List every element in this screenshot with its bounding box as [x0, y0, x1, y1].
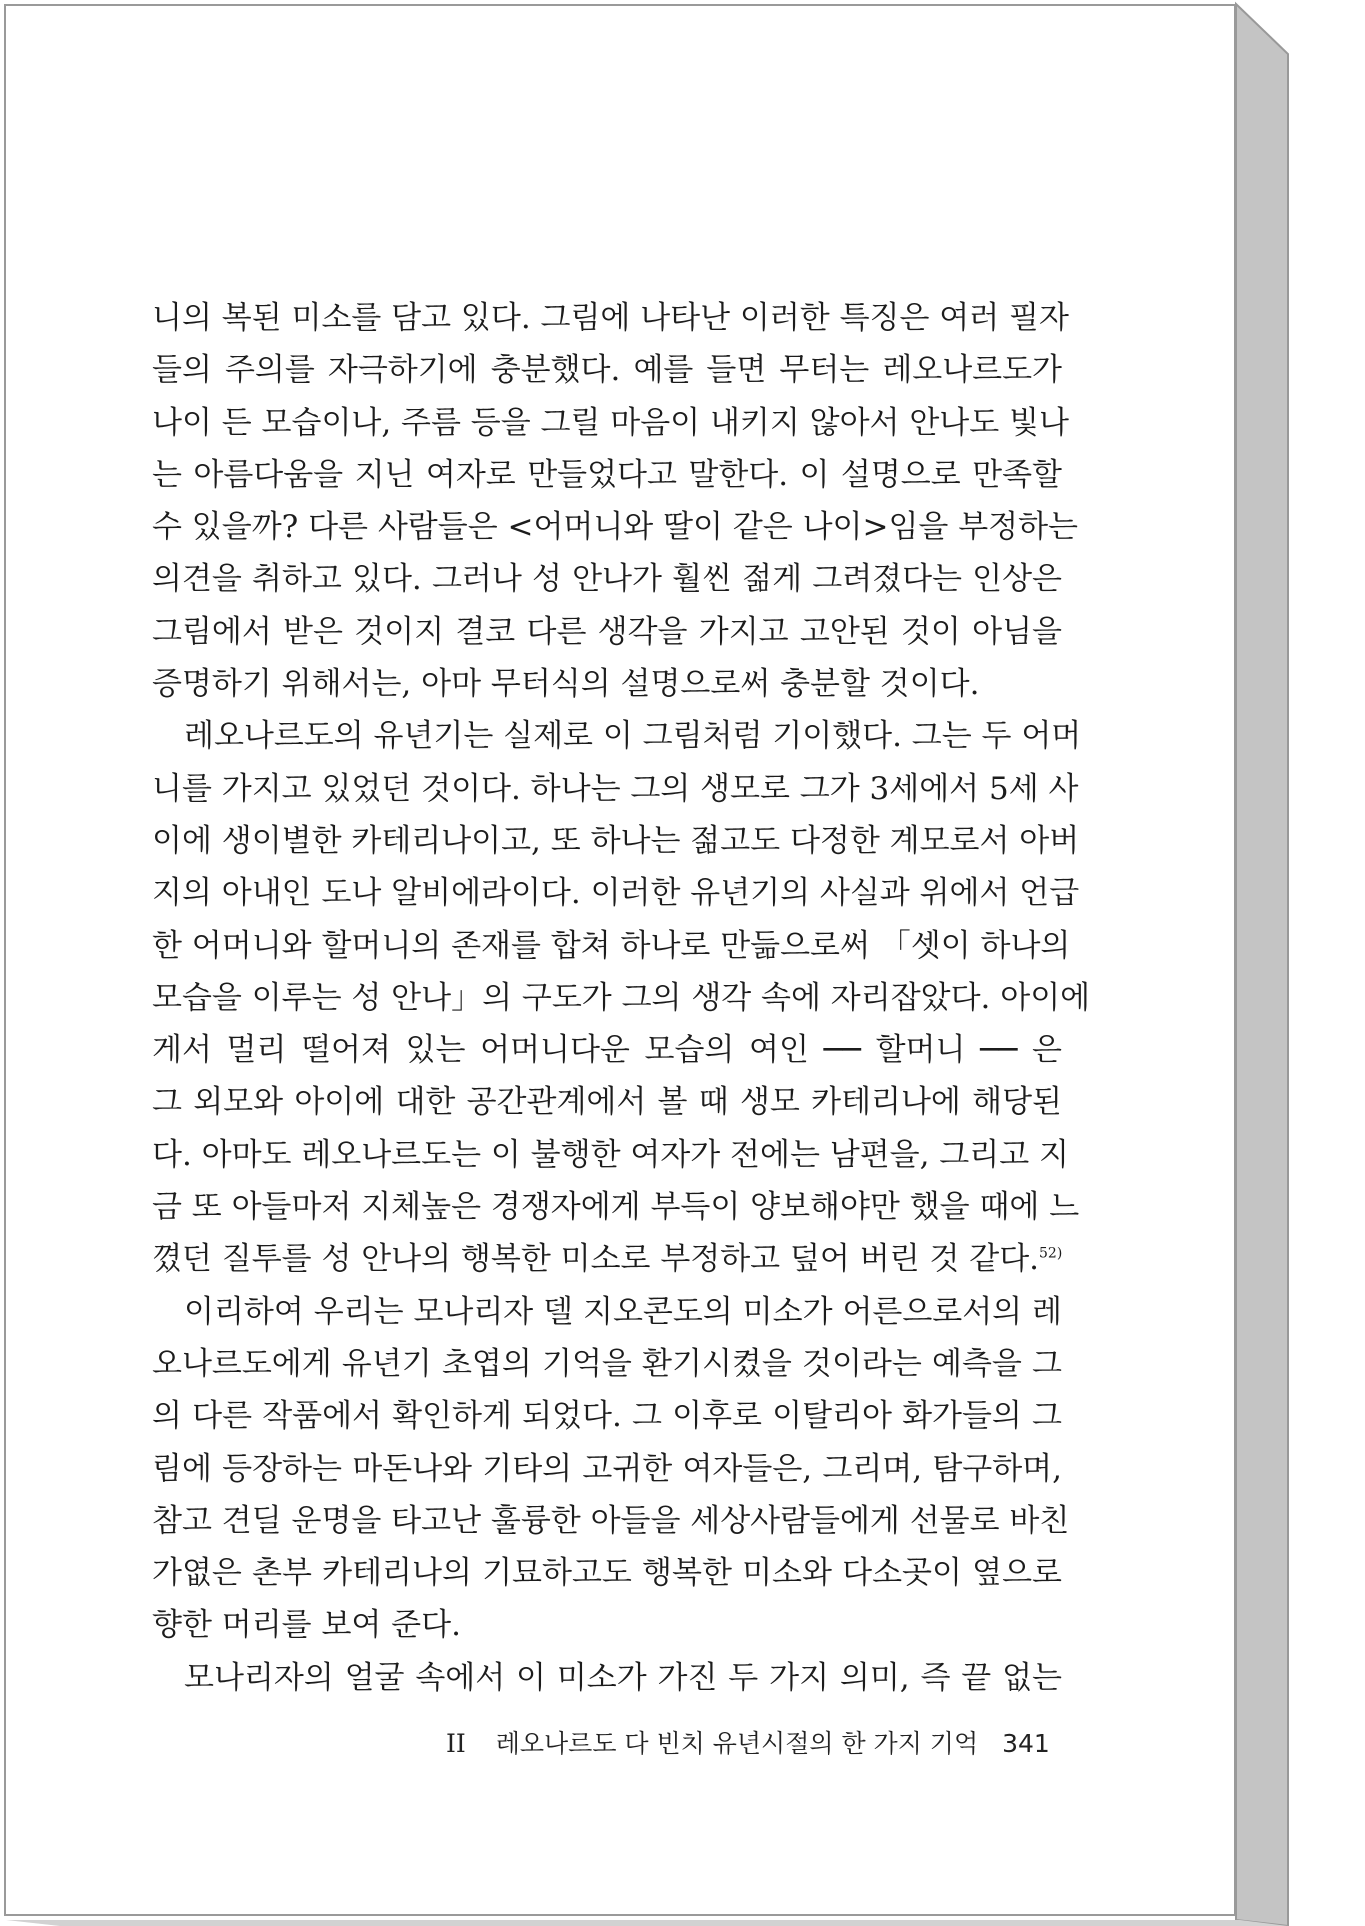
text-line: 니를 가지고 있었던 것이다. 하나는 그의 생모로 그가 3세에서 5세 사: [152, 770, 1079, 807]
text-line: 가엾은 촌부 카테리나의 기묘하고도 행복한 미소와 다소곳이 옆으로: [152, 1555, 1062, 1592]
text-line: 모습을 이루는 성 안나」의 구도가 그의 생각 속에 자리잡았다. 아이에: [152, 979, 1091, 1016]
text-line: 오나르도에게 유년기 초엽의 기억을 환기시켰을 것이라는 예측을 그: [152, 1345, 1062, 1382]
text-line: 나이 든 모습이나, 주름 등을 그릴 마음이 내키지 않아서 안나도 빛나: [152, 404, 1069, 441]
text-line: 모나리자의 얼굴 속에서 이 미소가 가진 두 가지 의미, 즉 끝 없는: [184, 1659, 1062, 1696]
text-line: 의 다른 작품에서 확인하게 되었다. 그 이후로 이탈리아 화가들의 그: [152, 1398, 1062, 1435]
text-line: 수 있을까? 다른 사람들은 <어머니와 딸이 같은 나이>임을 부정하는: [152, 509, 1078, 546]
book-page: [4, 4, 1236, 1916]
text-line: 이리하여 우리는 모나리자 델 지오콘도의 미소가 어른으로서의 레: [184, 1293, 1062, 1330]
text-line-with-footnote: [152, 1233, 1062, 1285]
text-line: 림에 등장하는 마돈나와 기타의 고귀한 여자들은, 그리며, 탐구하며,: [152, 1450, 1062, 1487]
running-footer: [446, 1724, 1050, 1760]
text-line: 니의 복된 미소를 담고 있다. 그림에 나타난 이러한 특징은 여러 필자: [152, 300, 1069, 336]
text-line: 의견을 취하고 있다. 그러나 성 안나가 훨씬 젊게 그려졌다는 인상은: [152, 561, 1062, 598]
text-line: 레오나르도의 유년기는 실제로 이 그림처럼 기이했다. 그는 두 어머: [184, 718, 1082, 755]
text-line: 게서 멀리 떨어져 있는 어머니다운 모습의 여인 ── 할머니 ── 은: [152, 1032, 1062, 1069]
text-line: 향한 머리를 보여 준다.: [152, 1607, 461, 1644]
text-line: 금 또 아들마저 지체높은 경쟁자에게 부득이 양보해야만 했을 때에 느: [152, 1189, 1080, 1226]
text-line: 지의 아내인 도나 알비에라이다. 이러한 유년기의 사실과 위에서 언급: [152, 875, 1080, 912]
text-line: 참고 견딜 운명을 타고난 훌륭한 아들을 세상사람들에게 선물로 바친: [152, 1502, 1070, 1539]
text-line: 는 아름다움을 지닌 여자로 만들었다고 말한다. 이 설명으로 만족할: [152, 456, 1062, 493]
footnote-ref: 52): [1039, 1246, 1063, 1263]
part-numeral: II: [446, 1729, 466, 1758]
text-line-content: 꼈던 질투를 성 안나의 행복한 미소로 부정하고 덮어 버린 것 같다.: [152, 1241, 1039, 1278]
text-line: 이에 생이별한 카테리나이고, 또 하나는 젊고도 다정한 계모로서 아버: [152, 822, 1080, 859]
text-line: 한 어머니와 할머니의 존재를 합쳐 하나로 만듦으로써 「셋이 하나의: [152, 927, 1071, 964]
text-line: 들의 주의를 자극하기에 충분했다. 예를 들면 무터는 레오나르도가: [152, 352, 1062, 389]
text-line: 다. 아마도 레오나르도는 이 불행한 여자가 전에는 남편을, 그리고 지: [152, 1136, 1069, 1173]
text-line: 그림에서 받은 것이지 결코 다른 생각을 가지고 고안된 것이 아님을: [152, 613, 1062, 650]
text-line: 증명하기 위해서는, 아마 무터식의 설명으로써 충분할 것이다.: [152, 666, 980, 703]
page-number: 341: [1002, 1729, 1050, 1758]
chapter-title: 레오나르도 다 빈치 유년시절의 한 가지 기억: [495, 1729, 979, 1758]
text-line: 그 외모와 아이에 대한 공간관계에서 볼 때 생모 카테리나에 해당된: [152, 1084, 1062, 1121]
body-text: [152, 292, 1091, 1704]
